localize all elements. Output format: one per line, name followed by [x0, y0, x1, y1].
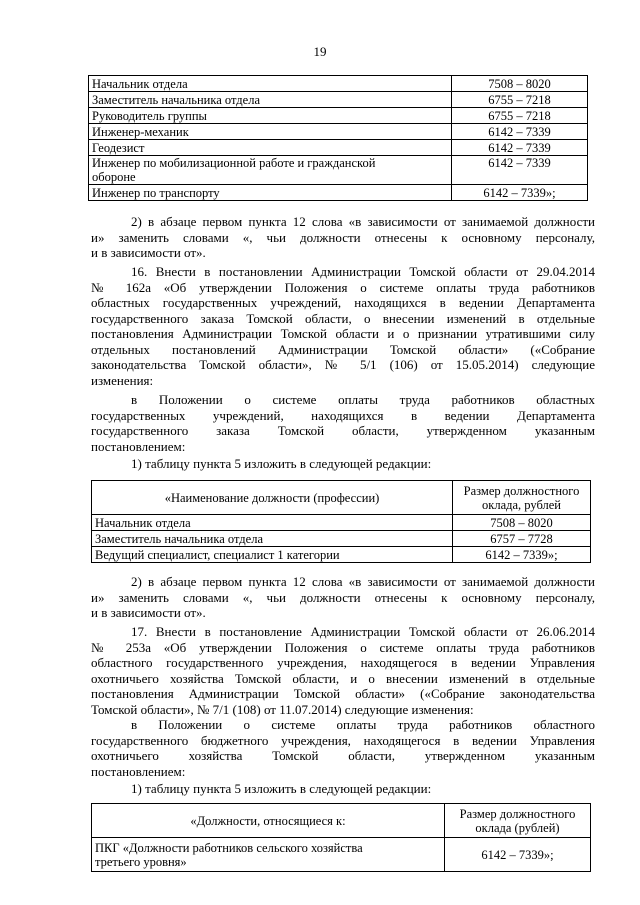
table-row: [92, 838, 591, 872]
table-header-row: [92, 804, 591, 838]
position-cell: Ведущий специалист, специалист 1 категории: [92, 547, 453, 563]
text-line: постановлением:: [91, 438, 186, 454]
position-cell: Начальник отдела: [89, 76, 452, 92]
table-row: [92, 547, 591, 563]
text-line: охотничьего хозяйства Томской области, и о внесении изменений в отдельные: [91, 670, 595, 686]
salary-cell: 6142 – 7339»;: [445, 838, 591, 872]
header-line: оклада, рублей: [482, 497, 561, 512]
text-line: в Положении о системе оплаты труда работников областного: [131, 717, 595, 732]
text-line: 1) таблицу пункта 5 изложить в следующей редакции:: [131, 456, 432, 471]
text-line: № 162а «Об утверждении Положения о системе оплаты труда работников: [91, 279, 595, 295]
salary-table-2: [91, 480, 591, 563]
text-line: и в зависимости от».: [91, 245, 206, 260]
column-header: [453, 481, 591, 515]
paragraph-amend-12-second: [91, 574, 595, 621]
position-line: ПКГ «Должности работников сельского хозяйства: [95, 840, 363, 855]
paragraph-item-17: [91, 624, 595, 717]
paragraph-regulation-2: [91, 717, 595, 779]
text-line: 2) в абзаце первом пункта 12 слова «в зависимости от занимаемой должности: [131, 214, 595, 229]
paragraph-amend-12: [91, 214, 595, 261]
text-line: № 253а «Об утверждении Положения о системе оплаты труда работников: [91, 639, 595, 655]
header-line: Размер должностного: [463, 483, 580, 498]
salary-cell: 6142 – 7339: [452, 140, 588, 156]
position-cell: Заместитель начальника отдела: [92, 531, 453, 547]
paragraph-item-16: [91, 264, 595, 388]
text-line: Томской области», № 7/1 (108) от 11.07.2014) следующие изменения:: [91, 701, 474, 717]
table-header-row: [92, 481, 591, 515]
text-line: постановления Администрации Томской области» («Собрание законодательства: [91, 686, 595, 701]
position-cell: [92, 838, 445, 872]
table-row: [89, 124, 588, 140]
text-line: и» заменить словами «, чьи должности отнесены к основному персоналу,: [91, 589, 595, 605]
text-line: постановления Администрации Томской области и о признании утратившими силу: [91, 326, 595, 341]
header-line: Размер должностного: [459, 806, 576, 821]
position-cell: Руководитель группы: [89, 108, 452, 124]
column-header: «Наименование должности (профессии): [92, 481, 453, 515]
text-line: государственных учреждений, находящихся в ведении Департамента: [91, 407, 595, 423]
salary-table-1: [88, 75, 588, 201]
text-line: изменения:: [91, 372, 154, 388]
table-row: [89, 140, 588, 156]
position-cell: Инженер-механик: [89, 124, 452, 140]
salary-cell: 7508 – 8020: [453, 515, 591, 531]
text-line: государственного заказа Томской области, о внесении изменений в отдельные: [91, 310, 595, 326]
text-line: 17. Внести в постановление Администрации Томской области от 26.06.2014: [131, 624, 595, 639]
paragraph-regulation: [91, 392, 595, 454]
table-row: [92, 515, 591, 531]
column-header: «Должности, относящиеся к:: [92, 804, 445, 838]
text-line: постановлением:: [91, 763, 186, 779]
position-line: третьего уровня»: [95, 854, 187, 869]
table-row: [89, 76, 588, 92]
table-row: [89, 185, 588, 201]
salary-cell: 6755 – 7218: [452, 108, 588, 124]
text-line: отдельных постановлений Администрации Томской области» («Собрание: [91, 341, 595, 357]
table-row: [89, 92, 588, 108]
salary-cell: 6142 – 7339: [452, 156, 588, 185]
position-line: Инженер по мобилизационной работе и гражданской: [92, 156, 376, 170]
text-line: 16. Внести в постановлении Администрации Томской области от 29.04.2014: [131, 264, 595, 279]
position-cell: Инженер по транспорту: [89, 185, 452, 201]
header-line: оклада (рублей): [475, 820, 560, 835]
position-cell: Заместитель начальника отдела: [89, 92, 452, 108]
position-cell: [89, 156, 452, 185]
text-line: и» заменить словами «, чьи должности отнесены к основному персоналу,: [91, 229, 595, 245]
text-line: охотничьего хозяйства Томской области, утвержденном указанным: [91, 748, 595, 763]
text-line: в Положении о системе оплаты труда работников областных: [131, 392, 595, 407]
paragraph-table-intro: [91, 456, 595, 472]
text-line: государственного бюджетного учреждения, находящегося в ведении Управления: [91, 732, 595, 748]
table-row: [92, 531, 591, 547]
text-line: областного государственного учреждения, находящегося в ведении Управления: [91, 655, 595, 670]
table-row: [89, 108, 588, 124]
position-line: обороне: [92, 170, 136, 184]
salary-cell: 6755 – 7218: [452, 92, 588, 108]
text-line: и в зависимости от».: [91, 605, 206, 620]
salary-table-3: [91, 803, 591, 872]
text-line: 2) в абзаце первом пункта 12 слова «в зависимости от занимаемой должности: [131, 574, 595, 589]
position-cell: Геодезист: [89, 140, 452, 156]
salary-cell: 6142 – 7339»;: [453, 547, 591, 563]
column-header: [445, 804, 591, 838]
paragraph-table-intro-2: [91, 781, 595, 797]
table-row: [89, 156, 588, 185]
salary-cell: 6142 – 7339»;: [452, 185, 588, 201]
salary-cell: 7508 – 8020: [452, 76, 588, 92]
position-cell: Начальник отдела: [92, 515, 453, 531]
salary-cell: 6142 – 7339: [452, 124, 588, 140]
text-line: государственного заказа Томской области, утвержденном указанным: [91, 423, 595, 438]
text-line: 1) таблицу пункта 5 изложить в следующей редакции:: [131, 781, 432, 796]
text-line: законодательства Томской области», № 5/1 (106) от 15.05.2014) следующие: [91, 357, 595, 372]
text-line: областных государственных учреждений, находящихся в ведении Департамента: [91, 295, 595, 310]
page-number: 19: [313, 44, 327, 59]
salary-cell: 6757 – 7728: [453, 531, 591, 547]
